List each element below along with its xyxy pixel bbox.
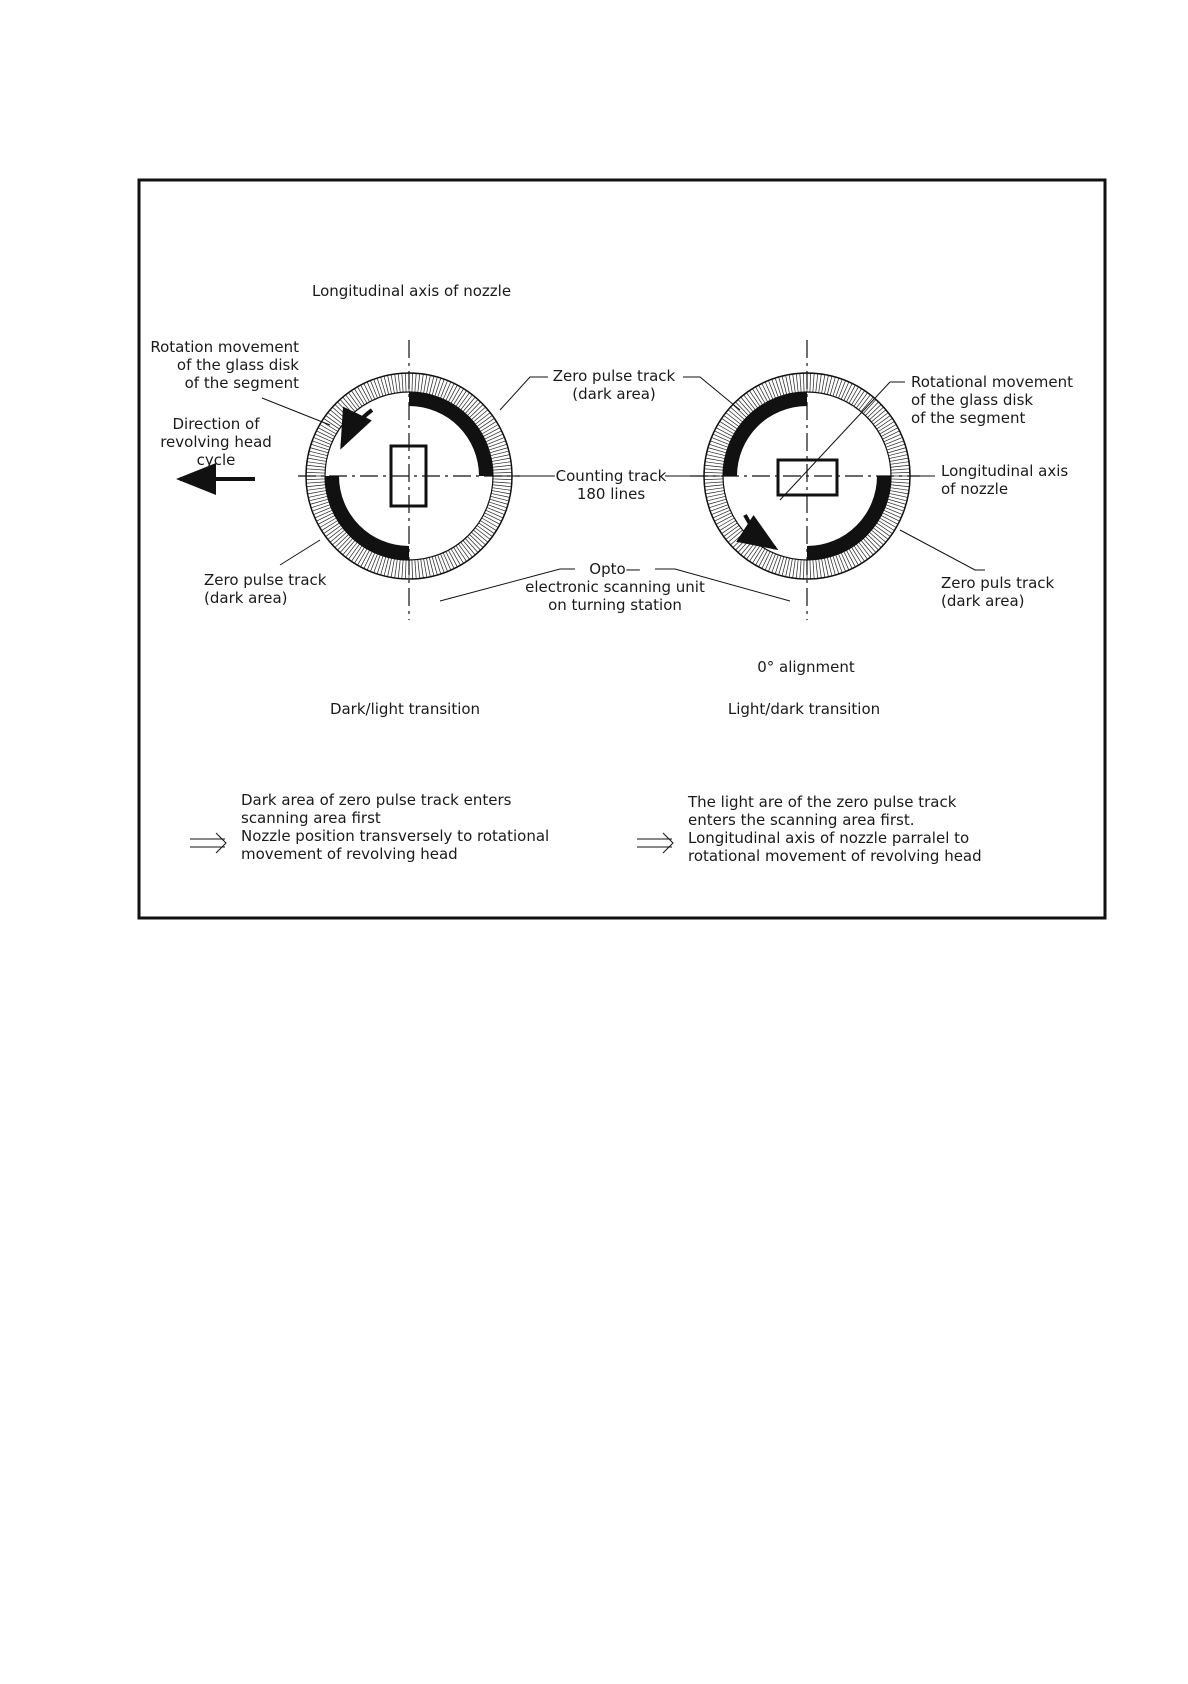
counting-track-tick — [796, 560, 798, 579]
counting-track-tick — [713, 434, 730, 442]
counting-track-tick — [443, 553, 451, 570]
counting-track-tick — [786, 375, 790, 394]
svg-text:of the segment: of the segment — [911, 409, 1026, 427]
counting-track-tick — [889, 455, 908, 459]
note-left — [190, 791, 549, 863]
svg-text:Opto—: Opto— — [589, 560, 641, 578]
counting-track-tick — [377, 378, 383, 396]
counting-track-tick — [768, 381, 775, 399]
counting-track-tick — [446, 383, 454, 400]
counting-track-tick — [883, 431, 900, 439]
counting-track-tick — [890, 462, 909, 465]
double-right-arrow-icon — [190, 833, 226, 853]
counting-track-tick — [374, 379, 381, 397]
counting-track-tick — [885, 437, 903, 444]
counting-track-tick — [775, 378, 781, 396]
counting-track-tick — [487, 507, 505, 514]
counting-track-tick — [803, 560, 804, 579]
svg-text:Zero pulse track: Zero pulse track — [204, 571, 327, 589]
counting-track-tick — [489, 444, 507, 450]
counting-track-tick — [405, 373, 406, 392]
counting-track-tick — [308, 455, 327, 459]
counting-track-tick — [833, 556, 839, 574]
counting-track-tick — [712, 437, 730, 444]
counting-track-tick — [887, 502, 905, 508]
label-zero-pulse-track-left-bottom — [204, 571, 327, 607]
counting-track-tick — [491, 455, 510, 459]
counting-track-tick — [370, 554, 377, 572]
counting-track-tick — [889, 493, 908, 497]
counting-track-tick — [704, 482, 723, 483]
counting-track-tick — [710, 441, 728, 448]
counting-track-tick — [421, 559, 424, 578]
counting-track-tick — [488, 505, 506, 512]
counting-track-tick — [883, 513, 900, 521]
svg-text:of the segment: of the segment — [184, 374, 299, 392]
counting-track-tick — [891, 479, 910, 480]
counting-track-tick — [706, 493, 725, 497]
svg-text:of the glass disk: of the glass disk — [176, 356, 299, 374]
counting-track-tick — [307, 488, 326, 491]
svg-text:enters the scanning area first: enters the scanning area first. — [688, 811, 915, 829]
counting-track-tick — [890, 491, 909, 494]
counting-track-tick — [891, 472, 910, 473]
counting-track-tick — [836, 555, 843, 573]
counting-track-tick — [765, 553, 773, 570]
counting-track-tick — [704, 469, 723, 470]
counting-track-tick — [306, 469, 325, 470]
svg-text:electronic scanning unit: electronic scanning unit — [525, 578, 705, 596]
counting-track-tick — [306, 482, 325, 483]
counting-track-tick — [833, 378, 839, 396]
label-rotational-movement-right — [911, 373, 1073, 427]
counting-track-tick — [810, 373, 811, 392]
counting-track-tick — [415, 373, 416, 392]
counting-track-tick — [891, 465, 910, 467]
counting-track-tick — [793, 374, 796, 393]
label-dark-light-transition: Dark/light transition — [329, 700, 481, 718]
counting-track-tick — [493, 485, 512, 487]
svg-text:Nozzle position transversely t: Nozzle position transversely to rotational — [241, 827, 550, 845]
counting-track-tick — [316, 513, 333, 521]
counting-track-tick — [891, 485, 910, 487]
svg-text:Dark area of zero pulse track: Dark area of zero pulse track enters — [241, 791, 512, 809]
counting-track-tick — [796, 374, 798, 393]
counting-track-tick — [775, 556, 781, 574]
label-zero-alignment: 0° alignment — [757, 658, 855, 676]
counting-track-tick — [440, 554, 447, 572]
counting-track-tick — [705, 462, 724, 465]
counting-track-tick — [402, 373, 403, 392]
label-longitudinal-axis-right — [941, 462, 1068, 498]
label-opto-unit — [525, 560, 705, 614]
left-disk — [298, 340, 520, 620]
counting-track-tick — [493, 482, 512, 483]
counting-track-tick — [391, 559, 394, 578]
counting-track-tick — [887, 444, 905, 450]
counting-track-tick — [488, 441, 506, 448]
svg-text:Zero pulse track: Zero pulse track — [552, 367, 676, 385]
counting-track-tick — [377, 556, 383, 574]
svg-text:scanning area first: scanning area first — [241, 809, 381, 827]
counting-track-tick — [418, 374, 420, 393]
svg-text:Zero puls track: Zero puls track — [941, 574, 1055, 592]
counting-track-tick — [398, 560, 400, 579]
counting-track-tick — [418, 560, 420, 579]
counting-track-tick — [435, 378, 441, 396]
counting-track-tick — [412, 373, 413, 392]
counting-track-tick — [364, 552, 372, 569]
counting-track-tick — [485, 513, 502, 521]
counting-track-tick — [789, 375, 792, 394]
counting-track-tick — [772, 555, 779, 573]
counting-track-tick — [492, 491, 511, 494]
counting-track-tick — [816, 374, 818, 393]
counting-track-tick — [710, 505, 728, 512]
svg-text:(dark area): (dark area) — [572, 385, 656, 403]
counting-track-tick — [424, 375, 427, 394]
counting-track-tick — [884, 434, 901, 442]
counting-track-tick — [706, 491, 725, 494]
right-disk — [690, 340, 920, 620]
counting-track-tick — [709, 444, 727, 450]
counting-track-tick — [772, 379, 779, 397]
counting-track-tick — [786, 558, 790, 577]
counting-track-tick — [890, 488, 909, 491]
counting-track-tick — [493, 472, 512, 473]
counting-track-tick — [841, 382, 849, 399]
svg-text:of the glass disk: of the glass disk — [911, 391, 1034, 409]
counting-track-tick — [487, 437, 505, 444]
counting-track-tick — [374, 555, 381, 573]
counting-track-tick — [424, 559, 427, 578]
counting-track-tick — [844, 552, 852, 569]
svg-text:movement of revolving head: movement of revolving head — [241, 845, 458, 863]
counting-track-tick — [312, 505, 330, 512]
label-zero-puls-track-right-bottom — [941, 574, 1055, 610]
counting-track-tick — [768, 554, 775, 572]
counting-track-tick — [438, 555, 445, 573]
note-right — [637, 793, 982, 865]
curved-arrow-icon — [745, 515, 775, 548]
counting-track-tick — [426, 558, 430, 577]
counting-track-tick — [762, 552, 770, 569]
svg-text:180 lines: 180 lines — [576, 485, 646, 503]
counting-track-tick — [311, 502, 329, 508]
counting-track-tick — [395, 559, 398, 578]
counting-track-tick — [836, 379, 843, 397]
counting-track-tick — [793, 559, 796, 578]
counting-track-tick — [316, 431, 333, 439]
counting-track-tick — [838, 381, 845, 399]
counting-track-tick — [813, 560, 814, 579]
label-longitudinal-axis-top: Longitudinal axis of nozzle — [312, 282, 512, 300]
label-zero-pulse-track-top — [553, 367, 676, 403]
counting-track-tick — [440, 381, 447, 399]
counting-track-tick — [485, 431, 502, 439]
counting-track-tick — [367, 553, 375, 570]
counting-track-tick — [308, 491, 327, 494]
counting-track-tick — [706, 455, 725, 459]
counting-track-tick — [705, 488, 724, 491]
counting-track-tick — [822, 375, 825, 394]
svg-text:The light are of the zero puls: The light are of the zero pulse track — [688, 793, 957, 811]
svg-text:Counting track: Counting track — [555, 467, 667, 485]
counting-track-tick — [891, 482, 910, 483]
counting-track-tick — [705, 485, 724, 487]
counting-track-tick — [438, 379, 445, 397]
counting-track-tick — [306, 472, 325, 473]
counting-track-tick — [307, 462, 326, 465]
counting-track-tick — [704, 472, 723, 473]
counting-track-tick — [493, 469, 512, 470]
counting-track-tick — [822, 559, 825, 578]
svg-text:Rotation movement: Rotation movement — [150, 338, 299, 356]
label-rotation-movement-left — [150, 338, 299, 392]
counting-track-tick — [886, 505, 904, 512]
svg-text:(dark area): (dark area) — [204, 589, 288, 607]
counting-track-tick — [492, 488, 511, 491]
counting-track-tick — [314, 437, 332, 444]
counting-track-tick — [492, 458, 511, 461]
counting-track-tick — [489, 502, 507, 508]
double-right-arrow-icon — [637, 833, 673, 853]
counting-track-tick — [315, 510, 332, 518]
counting-track-tick — [810, 560, 811, 579]
counting-track-tick — [443, 382, 451, 399]
counting-track-tick — [426, 375, 430, 394]
counting-track-tick — [816, 560, 818, 579]
counting-track-tick — [762, 383, 770, 400]
counting-track-tick — [446, 552, 454, 569]
counting-track-tick — [388, 558, 392, 577]
counting-track-tick — [493, 479, 512, 480]
counting-track-tick — [370, 381, 377, 399]
counting-track-tick — [491, 493, 510, 497]
counting-track-tick — [405, 560, 406, 579]
counting-track-tick — [311, 444, 329, 450]
svg-text:of nozzle: of nozzle — [941, 480, 1009, 498]
label-direction-revolving-head — [160, 415, 272, 469]
svg-text:cycle: cycle — [196, 451, 236, 469]
counting-track-tick — [492, 462, 511, 465]
counting-track-tick — [415, 560, 416, 579]
svg-text:Longitudinal axis: Longitudinal axis — [941, 462, 1069, 480]
counting-track-tick — [819, 374, 822, 393]
counting-track-tick — [315, 434, 332, 442]
counting-track-tick — [789, 559, 792, 578]
svg-text:rotational movement of revolvi: rotational movement of revolving head — [688, 847, 982, 865]
counting-track-tick — [713, 510, 730, 518]
counting-track-tick — [704, 479, 723, 480]
counting-track-tick — [800, 373, 801, 392]
counting-track-tick — [364, 383, 372, 400]
counting-track-tick — [813, 373, 814, 392]
counting-track-tick — [402, 560, 403, 579]
counting-track-tick — [705, 465, 724, 467]
svg-text:(dark area): (dark area) — [941, 592, 1025, 610]
counting-track-tick — [314, 507, 332, 514]
svg-text:revolving head: revolving head — [160, 433, 272, 451]
counting-track-tick — [307, 465, 326, 467]
counting-track-tick — [367, 382, 375, 399]
counting-track-tick — [765, 382, 773, 399]
counting-track-tick — [885, 507, 903, 514]
counting-track-tick — [891, 469, 910, 470]
svg-text:Direction of: Direction of — [172, 415, 260, 433]
counting-track-tick — [824, 558, 828, 577]
counting-track-tick — [391, 375, 394, 394]
svg-text:Rotational movement: Rotational movement — [911, 373, 1073, 391]
counting-track-tick — [493, 465, 512, 467]
counting-track-tick — [890, 458, 909, 461]
counting-track-tick — [884, 510, 901, 518]
counting-track-tick — [886, 441, 904, 448]
counting-track-tick — [308, 458, 327, 461]
counting-track-tick — [844, 383, 852, 400]
counting-track-tick — [395, 374, 398, 393]
counting-track-tick — [712, 507, 730, 514]
counting-track-tick — [435, 556, 441, 574]
counting-track-tick — [714, 513, 731, 521]
counting-track-tick — [803, 373, 804, 392]
counting-track-tick — [306, 479, 325, 480]
counting-track-tick — [307, 485, 326, 487]
counting-track-tick — [486, 510, 503, 518]
counting-track-tick — [709, 502, 727, 508]
counting-track-tick — [308, 493, 327, 497]
counting-track-tick — [824, 375, 828, 394]
svg-text:Longitudinal axis of nozzle pa: Longitudinal axis of nozzle parralel to — [688, 829, 970, 847]
counting-track-tick — [706, 458, 725, 461]
counting-track-tick — [819, 559, 822, 578]
counting-track-tick — [800, 560, 801, 579]
counting-track-tick — [312, 441, 330, 448]
counting-track-tick — [838, 554, 845, 572]
counting-track-tick — [486, 434, 503, 442]
counting-track-tick — [841, 553, 849, 570]
counting-track-tick — [421, 374, 424, 393]
counting-track-tick — [388, 375, 392, 394]
svg-text:on turning station: on turning station — [548, 596, 682, 614]
counting-track-tick — [398, 374, 400, 393]
counting-track-tick — [412, 560, 413, 579]
counting-track-tick — [714, 431, 731, 439]
label-counting-track — [556, 467, 667, 503]
label-light-dark-transition: Light/dark transition — [727, 700, 881, 718]
